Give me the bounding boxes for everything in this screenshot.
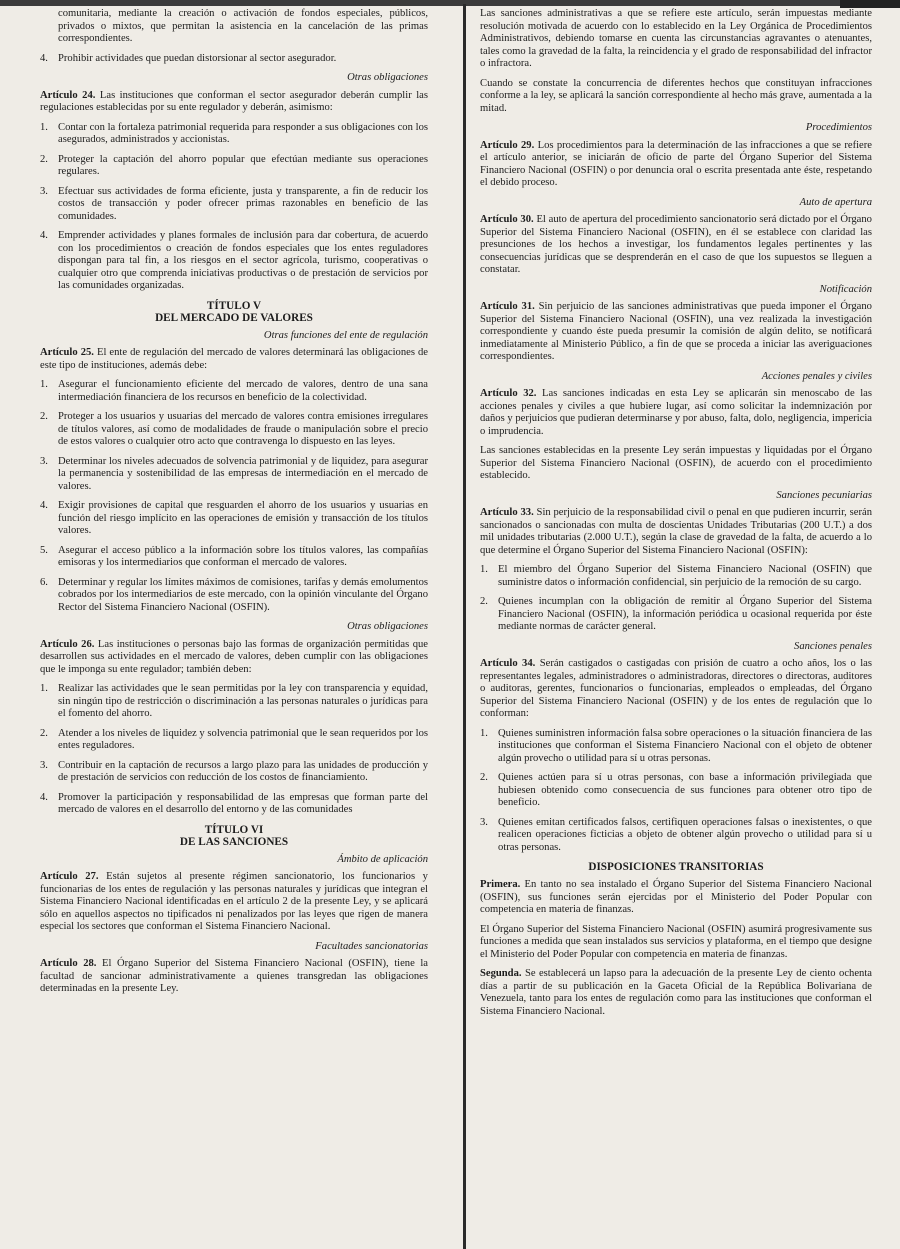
list-item: 2. Atender a los niveles de liquidez y solvencia patrimonial que le sean requeridos por los entes reguladores. [40, 727, 428, 751]
paragraph: El Órgano Superior del Sistema Financiero Nacional (OSFIN) asumirá progresivamente sus funciones a medida que sean instalados sus servicios y plataforma, en el tiempo que designe el Ministerio del Poder Popular con competencia en materia de finanzas. [480, 923, 872, 960]
article-25: Artículo 25. El ente de regulación del mercado de valores determinará las obligaciones de este tipo de instituciones, además debe: [40, 347, 428, 371]
article-31: Artículo 31. Sin perjuicio de las sanciones administrativas que pueda imponer el Órgano Superior del Sistema Financiero Nacional (OSFIN), una vez realizada la investigación correspondiente y cuando éste pueda presumir la comisión de algún delito, se notificará inmediatamente al Ministerio Público, a fin de que se proceda a iniciar las averiguaciones correspondientes. [480, 301, 872, 362]
paragraph: Cuando se constate la concurrencia de diferentes hechos que constituyan infracciones conforme a la ley, se aplicará la sanción correspondiente al hecho más grave, aumentada a la mitad. [480, 77, 872, 114]
list-item-text: Prohibir actividades que puedan distorsionar al sector asegurador. [58, 52, 337, 64]
article-32: Artículo 32. Las sanciones indicadas en esta Ley se aplicarán sin menoscabo de las acciones penales y civiles a que hubiere lugar, así como solicitar la indemnización por daños y perjuicios que pudieran determinarse y por abuso, falta, dolo, negligencia, impericia o imprudencia. [480, 388, 872, 437]
list-item: 4. Promover la participación y responsabilidad de las empresas que forman parte del mercado de valores en el desarrollo del entorno y de las comunidades [40, 791, 428, 815]
list-item: 1. Realizar las actividades que le sean permitidas por la ley con transparencia y equidad, sin ningún tipo de restricción o discriminación a las personas naturales o jurídicas para el fomento del ahorro. [40, 683, 428, 719]
list-item: 2. Quienes incumplan con la obligación de remitir al Órgano Superior del Sistema Financiero Nacional (OSFIN), la información periódica u ocasional requerida por éste mediante normas de carácter general. [480, 596, 872, 632]
section-subtitle: Procedimientos [805, 122, 872, 133]
list-item [40, 8, 428, 46]
title-v: TÍTULO V DEL MERCADO DE VALORES [155, 299, 313, 324]
list-item: 4. Exigir provisiones de capital que resguarden el ahorro de los usuarios y usuarias en función del riesgo implícito en las operaciones de emisión y transacción de los títulos valores. [40, 500, 428, 536]
title-vi: TÍTULO VI DE LAS SANCIONES [179, 823, 289, 848]
list-item: 3. Contribuir en la captación de recursos a largo plazo para las unidades de producción y de prestación de servicios con reducción de los costos de financiamiento. [40, 759, 428, 783]
section-subtitle: Sanciones penales [794, 640, 872, 652]
top-right-header-fragment [840, 0, 900, 8]
list-item: 5. Asegurar el acceso público a la información sobre los títulos valores, las compañías emisoras y los intermediarios que conforman el mercado de valores. [40, 544, 428, 568]
article-27: Artículo 27. Están sujetos al presente régimen sancionatorio, los funcionarios y funcionarias de los entes de regulación y las personas naturales y jurídicas que integran el Sistema Financiero Nacional identificadas en el artículo 2 de la presente Ley, y se aplicará sólo en aquellos aspectos no tipificados ni penalizados por las leyes que rigen de manera especial los sectores que conforman el Sistema Financiero Nacional. [40, 871, 428, 932]
list-item: 4. Prohibir actividades que puedan distorsionar al sector asegurador. [40, 53, 428, 66]
disposition-segunda: Segunda. Se establecerá un lapso para la adecuación de la presente Ley de ciento ochenta días a partir de su publicación en la Gaceta Oficial de la República Bolivariana de Venezuela, tanto para los entes de regulación como para las instituciones que conforman el Sistema Financiero Nacional. [480, 968, 872, 1017]
section-subtitle: Facultades sancionatorias [315, 940, 428, 952]
paragraph: Las sanciones administrativas a que se refiere este artículo, serán impuestas mediante resolución motivada de acuerdo con lo establecido en la Ley Orgánica de Procedimientos Administrativos, debiendo tomarse en cuenta las circunstancias agravantes o atenuantes, tales como la gravedad de la falta, la reincidencia y el grado de responsabilidad del infractor o infractora. [480, 8, 872, 69]
paragraph: Las sanciones establecidas en la presente Ley serán impuestas y liquidadas por el Órgano Superior del Sistema Financiero Nacional (OSFIN), de acuerdo con el procedimiento establecido. [480, 445, 872, 481]
list-item: 4. Emprender actividades y planes formales de inclusión para dar cobertura, de acuerdo con los procedimientos o creación de fondos especiales que los entes reguladores dispongan para tal fin, a los riesgos en el sector agrícola, turismo, cooperativas o cualquier otro que comprenda iniciativas productivas o de prestación de servicios por las comunidades organizadas. [40, 230, 428, 291]
article-26: Artículo 26. Las instituciones o personas bajo las formas de organización permitidas que desarrollen sus actividades en el mercado de valores, deben cumplir con las obligaciones que le imponga su ente regulador; también deben: [40, 638, 428, 675]
transitory-provisions-title: DISPOSICIONES TRANSITORIAS [588, 861, 764, 873]
article-24: Artículo 24. Las instituciones que conforman el sector asegurador deberán cumplir las regulaciones establecidas por su ente regulador y deberán, asimismo: [40, 89, 428, 113]
top-edge-bar [0, 0, 900, 6]
left-column [40, 8, 428, 1003]
list-item: 3. Determinar los niveles adecuados de solvencia patrimonial y de liquidez, para asegurar la permanencia y sostenibilidad de las empresas de intermediación en el mercado de valores. [40, 455, 428, 492]
section-subtitle: Notificación [819, 283, 872, 295]
section-subtitle: Acciones penales y civiles [761, 370, 872, 382]
right-column [480, 8, 872, 1025]
list-item: 2. Proteger a los usuarios y usuarias del mercado de valores contra emisiones irregulares de títulos valores, así como de modalidades de fraude o manipulación sobre el precio de estos valores o cualquier otro acto que contravenga lo dispuesto en las leyes. [40, 411, 428, 447]
article-34: Artículo 34. Serán castigados o castigadas con prisión de cuatro a ocho años, los o las representantes legales, administradores o administradoras, directores o directoras, auditores o auditoras, gerentes, funcionarios o funcionarias, empleados o empleadas, del Órgano Superior del Sistema Financiero Nacional (OSFIN) y de los entes de regulación que lo conforman: [480, 658, 872, 719]
list-item: 6. Determinar y regular los límites máximos de comisiones, tarifas y demás emolumentos cobrados por los intermediarios de este mercado, con la opinión vinculante del Órgano Rector del Sistema Financiero Nacional (OSFIN). [40, 576, 428, 613]
article-28: Artículo 28. El Órgano Superior del Sistema Financiero Nacional (OSFIN), tiene la facultad de sancionar administrativamente a quienes transgredan las obligaciones determinadas en la presente Ley. [40, 958, 428, 994]
section-subtitle: Ámbito de aplicación [337, 853, 428, 865]
list-item: 1. Contar con la fortaleza patrimonial requerida para responder a sus obligaciones con los asegurados, administrados y accionistas. [40, 121, 428, 145]
list-item-text: comunitaria, mediante la creación o activación de fondos especiales, públicos, privados o mixtos, que permitan la asistencia en la cancelación de las primas correspondientes. [58, 8, 428, 44]
list-item: 1. El miembro del Órgano Superior del Sistema Financiero Nacional (OSFIN) que suministre datos o información confidencial, sin perjuicio de la remoción de su cargo. [480, 564, 872, 588]
list-item: 3. Quienes emitan certificados falsos, certifiquen operaciones falsas o inexistentes, o que realicen operaciones ficticias a objeto de obtener algún provecho o utilidad para sí u otras personas. [480, 816, 872, 853]
section-subtitle: Otras obligaciones [347, 72, 428, 83]
section-subtitle: Otras obligaciones [347, 621, 428, 632]
article-29: Artículo 29. Los procedimientos para la determinación de las infracciones a que se refiere el artículo anterior, se iniciarán de oficio de parte del Órgano Superior del Sistema Financiero Nacional (OSFIN) o por denuncia oral o escrita presentada ante éste, respetando el debido proceso. [480, 139, 872, 188]
list-item: 3. Efectuar sus actividades de forma eficiente, justa y transparente, a fin de reducir los costos de transacción y poder ofrecer primas razonables en beneficio de las comunidades. [40, 185, 428, 222]
list-item: 2. Quienes actúen para sí u otras personas, con base a información privilegiada que hubiesen obtenido como consecuencia de sus funciones para obtener otro tipo de beneficio. [480, 772, 872, 808]
section-subtitle: Sanciones pecuniarias [776, 489, 872, 501]
column-divider [463, 4, 466, 1249]
article-30: Artículo 30. El auto de apertura del procedimiento sancionatorio será dictado por el Órgano Superior del Sistema Financiero Nacional (OSFIN), en él se establece con claridad las presunciones de los hechos a investigar, los fundamentos legales pertinentes y las consecuencias jurídicas que se desprenderán en el caso de que los supuestos se lleguen a constatar. [480, 214, 872, 275]
section-subtitle: Otras funciones del ente de regulación [263, 329, 428, 341]
list-item: 1. Asegurar el funcionamiento eficiente del mercado de valores, dentro de una sana intermediación financiera de los recursos en beneficio de la colectividad. [40, 379, 428, 403]
article-33: Artículo 33. Sin perjuicio de la responsabilidad civil o penal en que pudieren incurrir, serán sancionados o sancionadas con multa de doscientas Unidades Tributarias (200 U.T.) a dos mil unidades tributarias (2.000 U.T.), según la clase de gravedad de la falta, de acuerdo a lo que determine el Órgano Superior del Sistema Financiero Nacional (OSFIN): [480, 507, 872, 556]
section-subtitle: Auto de apertura [799, 196, 872, 208]
list-item: 2. Proteger la captación del ahorro popular que efectúan mediante sus operaciones regulares. [40, 153, 428, 177]
disposition-primera: Primera. En tanto no sea instalado el Órgano Superior del Sistema Financiero Nacional (OSFIN), sus funciones serán ejercidas por el Ministerio del Poder Popular con competencia en materia de finanzas. [480, 879, 873, 915]
list-item: 1. Quienes suministren información falsa sobre operaciones o la situación financiera de las instituciones que conforman el Sistema Financiero Nacional con el objeto de obtener algún provecho o utilidad para sí u otras personas. [480, 727, 872, 764]
